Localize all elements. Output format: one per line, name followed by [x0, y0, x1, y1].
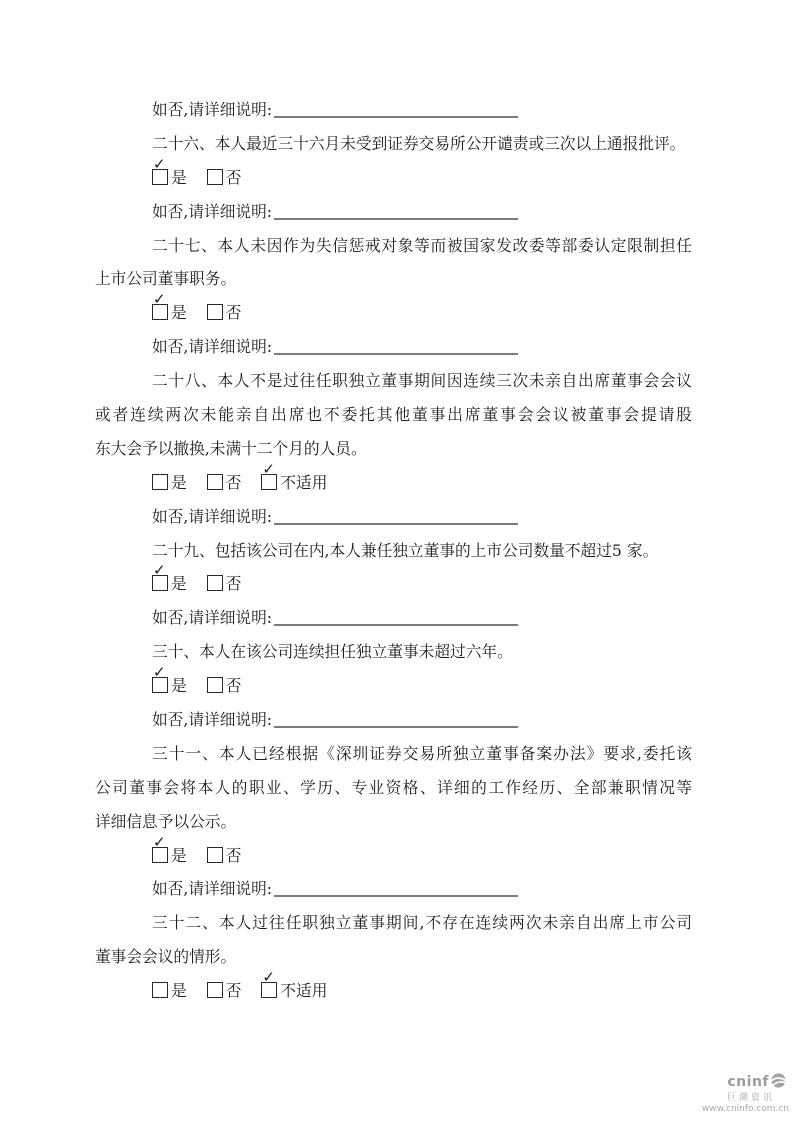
checkbox-yes-checked-icon	[152, 677, 168, 693]
checkbox-no-icon	[207, 474, 223, 490]
explanation-blank-line	[274, 202, 518, 220]
checkbox-na-checked-icon	[261, 474, 277, 490]
option-no-label: 否	[225, 845, 242, 865]
question-q32-text-line1: 三十二、本人过往任职独立董事期间,不存在连续两次未亲自出席上市公司	[152, 913, 692, 933]
question-q28-text-line3: 东大会予以撤换,未满十二个月的人员。	[95, 438, 367, 458]
checkbox-no-icon	[207, 304, 223, 320]
checkbox-no-icon	[207, 982, 223, 998]
cninfo-website: www.cninfo.com.cn	[701, 1104, 789, 1114]
checkbox-no-icon	[207, 169, 223, 185]
question-q26-text: 二十六、本人最近三十六月未受到证券交易所公开谴责或三次以上通报批评。	[152, 133, 686, 153]
checkbox-yes-checked-icon	[152, 575, 168, 591]
option-no	[207, 974, 242, 1008]
explain-label: 如否,请详细说明:	[152, 879, 273, 899]
option-na-label: 不适用	[280, 981, 328, 1001]
option-no	[207, 466, 242, 500]
answer-row-q30	[95, 669, 692, 703]
option-na	[261, 974, 327, 1008]
explain-label: 如否,请详细说明:	[152, 100, 273, 119]
cninfo-chinese-name: 巨潮资讯	[726, 1093, 775, 1103]
explain-line-q29	[95, 601, 692, 635]
option-no-label: 否	[225, 167, 242, 187]
explain-line-q25	[95, 93, 692, 127]
checkbox-yes-checked-icon	[152, 847, 168, 863]
option-yes	[152, 466, 187, 500]
checkbox-no-icon	[207, 677, 223, 693]
question-q27-text-line2: 上市公司董事职务。	[95, 269, 237, 289]
checkbox-yes-checked-icon	[152, 304, 168, 320]
answer-row-q28	[95, 466, 692, 500]
option-no	[207, 161, 242, 195]
option-yes	[152, 567, 187, 601]
option-no	[207, 839, 242, 873]
question-q31-text-line2: 公司董事会将本人的职业、学历、专业资格、详细的工作经历、全部兼职情况等	[95, 777, 692, 797]
answer-row-q26	[95, 161, 692, 195]
answer-row-q31	[95, 839, 692, 873]
option-no-label: 否	[225, 303, 242, 323]
question-q28-text-line2: 或者连续两次未能亲自出席也不委托其他董事出席董事会会议被董事会提请股	[95, 405, 692, 425]
cninfo-logo	[701, 1072, 789, 1114]
checkbox-no-icon	[207, 847, 223, 863]
answer-row-q29	[95, 567, 692, 601]
option-yes	[152, 669, 187, 703]
option-yes	[152, 839, 187, 873]
question-q27-text-line1: 二十七、本人未因作为失信惩戒对象等而被国家发改委等部委认定限制担任	[152, 235, 692, 255]
question-q30-text: 三十、本人在该公司连续担任独立董事未超过六年。	[152, 642, 513, 662]
answer-row-q32	[95, 974, 692, 1008]
option-yes-label: 是	[171, 981, 187, 1001]
option-yes-label: 是	[171, 303, 187, 323]
question-q32-text-line2: 董事会会议的情形。	[95, 947, 237, 967]
explain-line-q30	[95, 703, 692, 737]
question-q29-text: 二十九、包括该公司在内,本人兼任独立董事的上市公司数量不超过5 家。	[152, 540, 659, 560]
answer-row-q27	[95, 296, 692, 330]
question-q31-text-line3: 详细信息予以公示。	[95, 811, 237, 831]
checkbox-no-icon	[207, 575, 223, 591]
checkbox-na-checked-icon	[261, 982, 277, 998]
explanation-blank-line	[274, 880, 518, 898]
option-na-label: 不适用	[280, 472, 328, 492]
cninfo-logo-top	[701, 1072, 787, 1092]
explanation-blank-line	[274, 507, 518, 525]
explain-line-q31	[95, 872, 692, 906]
explain-line-q26	[95, 195, 692, 229]
option-yes-label: 是	[171, 676, 187, 696]
explanation-blank-line	[274, 338, 518, 356]
explanation-blank-line	[274, 710, 518, 728]
question-q31-text-line1: 三十一、本人已经根据《深圳证券交易所独立董事备案办法》要求,委托该	[152, 743, 692, 763]
explanation-blank-line	[274, 100, 518, 118]
option-no-label: 否	[225, 574, 242, 594]
option-no	[207, 567, 242, 601]
explain-label: 如否,请详细说明:	[152, 608, 273, 628]
option-no-label: 否	[225, 676, 242, 696]
explain-line-q27	[95, 330, 692, 364]
option-na	[261, 466, 327, 500]
question-q28-text-line1: 二十八、本人不是过往任职独立董事期间因连续三次未亲自出席董事会会议	[152, 371, 692, 391]
option-yes-label: 是	[171, 845, 187, 865]
option-yes	[152, 974, 187, 1008]
explain-label: 如否,请详细说明:	[152, 506, 273, 526]
option-yes	[152, 161, 187, 195]
option-yes-label: 是	[171, 472, 187, 492]
cninfo-swirl-icon	[770, 1072, 787, 1092]
option-no	[207, 669, 242, 703]
option-no	[207, 296, 242, 330]
checkbox-yes-icon	[152, 982, 168, 998]
explanation-blank-line	[274, 609, 518, 627]
option-no-label: 否	[225, 981, 242, 1001]
option-yes-label: 是	[171, 574, 187, 594]
checkbox-yes-checked-icon	[152, 169, 168, 185]
explain-label: 如否,请详细说明:	[152, 201, 273, 221]
explain-label: 如否,请详细说明:	[152, 337, 273, 357]
explain-line-q28	[95, 500, 692, 534]
option-no-label: 否	[225, 472, 242, 492]
explain-label: 如否,请详细说明:	[152, 710, 273, 730]
document-body	[95, 93, 692, 1008]
checkbox-yes-icon	[152, 474, 168, 490]
option-yes-label: 是	[171, 167, 187, 187]
cninfo-brand-text: cninf	[727, 1074, 769, 1090]
option-yes	[152, 296, 187, 330]
